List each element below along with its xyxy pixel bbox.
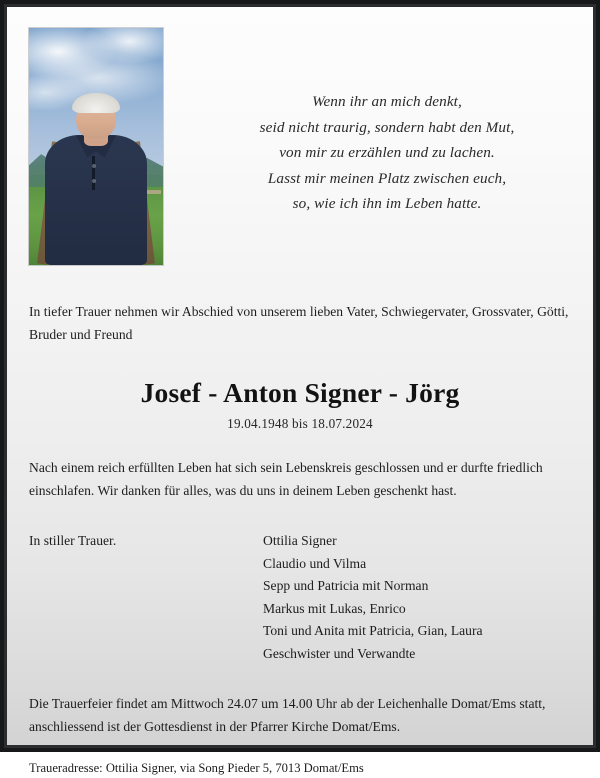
verse-line: so, wie ich ihn im Leben hatte. <box>292 195 482 212</box>
memorial-card-surface <box>7 7 593 775</box>
photo-person-figure <box>37 94 155 265</box>
mourners-label: In stiller Trauer. <box>29 533 117 548</box>
mourner-name: Geschwister und Verwandte <box>263 645 416 661</box>
mourner-name: Sepp und Patricia mit Norman <box>263 578 429 593</box>
verse-line: Wenn ihr an mich denkt, <box>312 93 462 110</box>
body-region <box>7 301 593 778</box>
mourning-intro-text: In tiefer Trauer nehmen wir Abschied von unserem lieben Vater, Schwiegervater, Grossvater, Götti, Bruder und Freund <box>29 304 569 342</box>
life-dates: 19.04.1948 bis 18.07.2024 <box>227 416 373 431</box>
funeral-service-details: Die Trauerfeier findet am Mittwoch 24.07 um 14.00 Uhr ab der Leichenhalle Domat/Ems statt, anschliessend ist der Gottesdienst in der Pfarrer Kirche Domat/Ems. <box>29 696 546 734</box>
memorial-verse <box>187 89 587 217</box>
portrait-photo-of-deceased <box>29 28 163 265</box>
mourner-name: Toni und Anita mit Patricia, Gian, Laura <box>263 623 483 638</box>
mourners-block <box>29 530 571 665</box>
verse-line: seid nicht traurig, sondern habt den Mut, <box>259 118 515 136</box>
deceased-name: Josef - Anton Signer - Jörg <box>140 377 460 408</box>
verse-line: von mir zu erzählen und zu lachen. <box>279 144 495 161</box>
mourner-name: Markus mit Lukas, Enrico <box>263 600 406 616</box>
photo-torso-shirt <box>45 135 146 265</box>
photo-shirt-placket <box>92 156 95 190</box>
mourner-name: Claudio und Vilma <box>263 555 367 571</box>
mourners-name-list <box>263 530 571 665</box>
header-region <box>7 7 593 279</box>
verse-line: Lasst mir meinen Platz zwischen euch, <box>267 169 507 187</box>
eulogy-text: Nach einem reich erfüllten Leben hat sich sein Lebenskreis geschlossen und er durfte friedlich einschlafen. Wir danken für alles, was du uns in deinem Leben geschenkt hast. <box>29 460 543 498</box>
condolence-address: Traueradresse: Ottilia Signer, via Song Pieder 5, 7013 Domat/Ems <box>29 761 364 775</box>
photo-hair <box>72 93 119 113</box>
mourner-name: Ottilia Signer <box>263 533 337 548</box>
deceased-name-block <box>29 376 571 432</box>
